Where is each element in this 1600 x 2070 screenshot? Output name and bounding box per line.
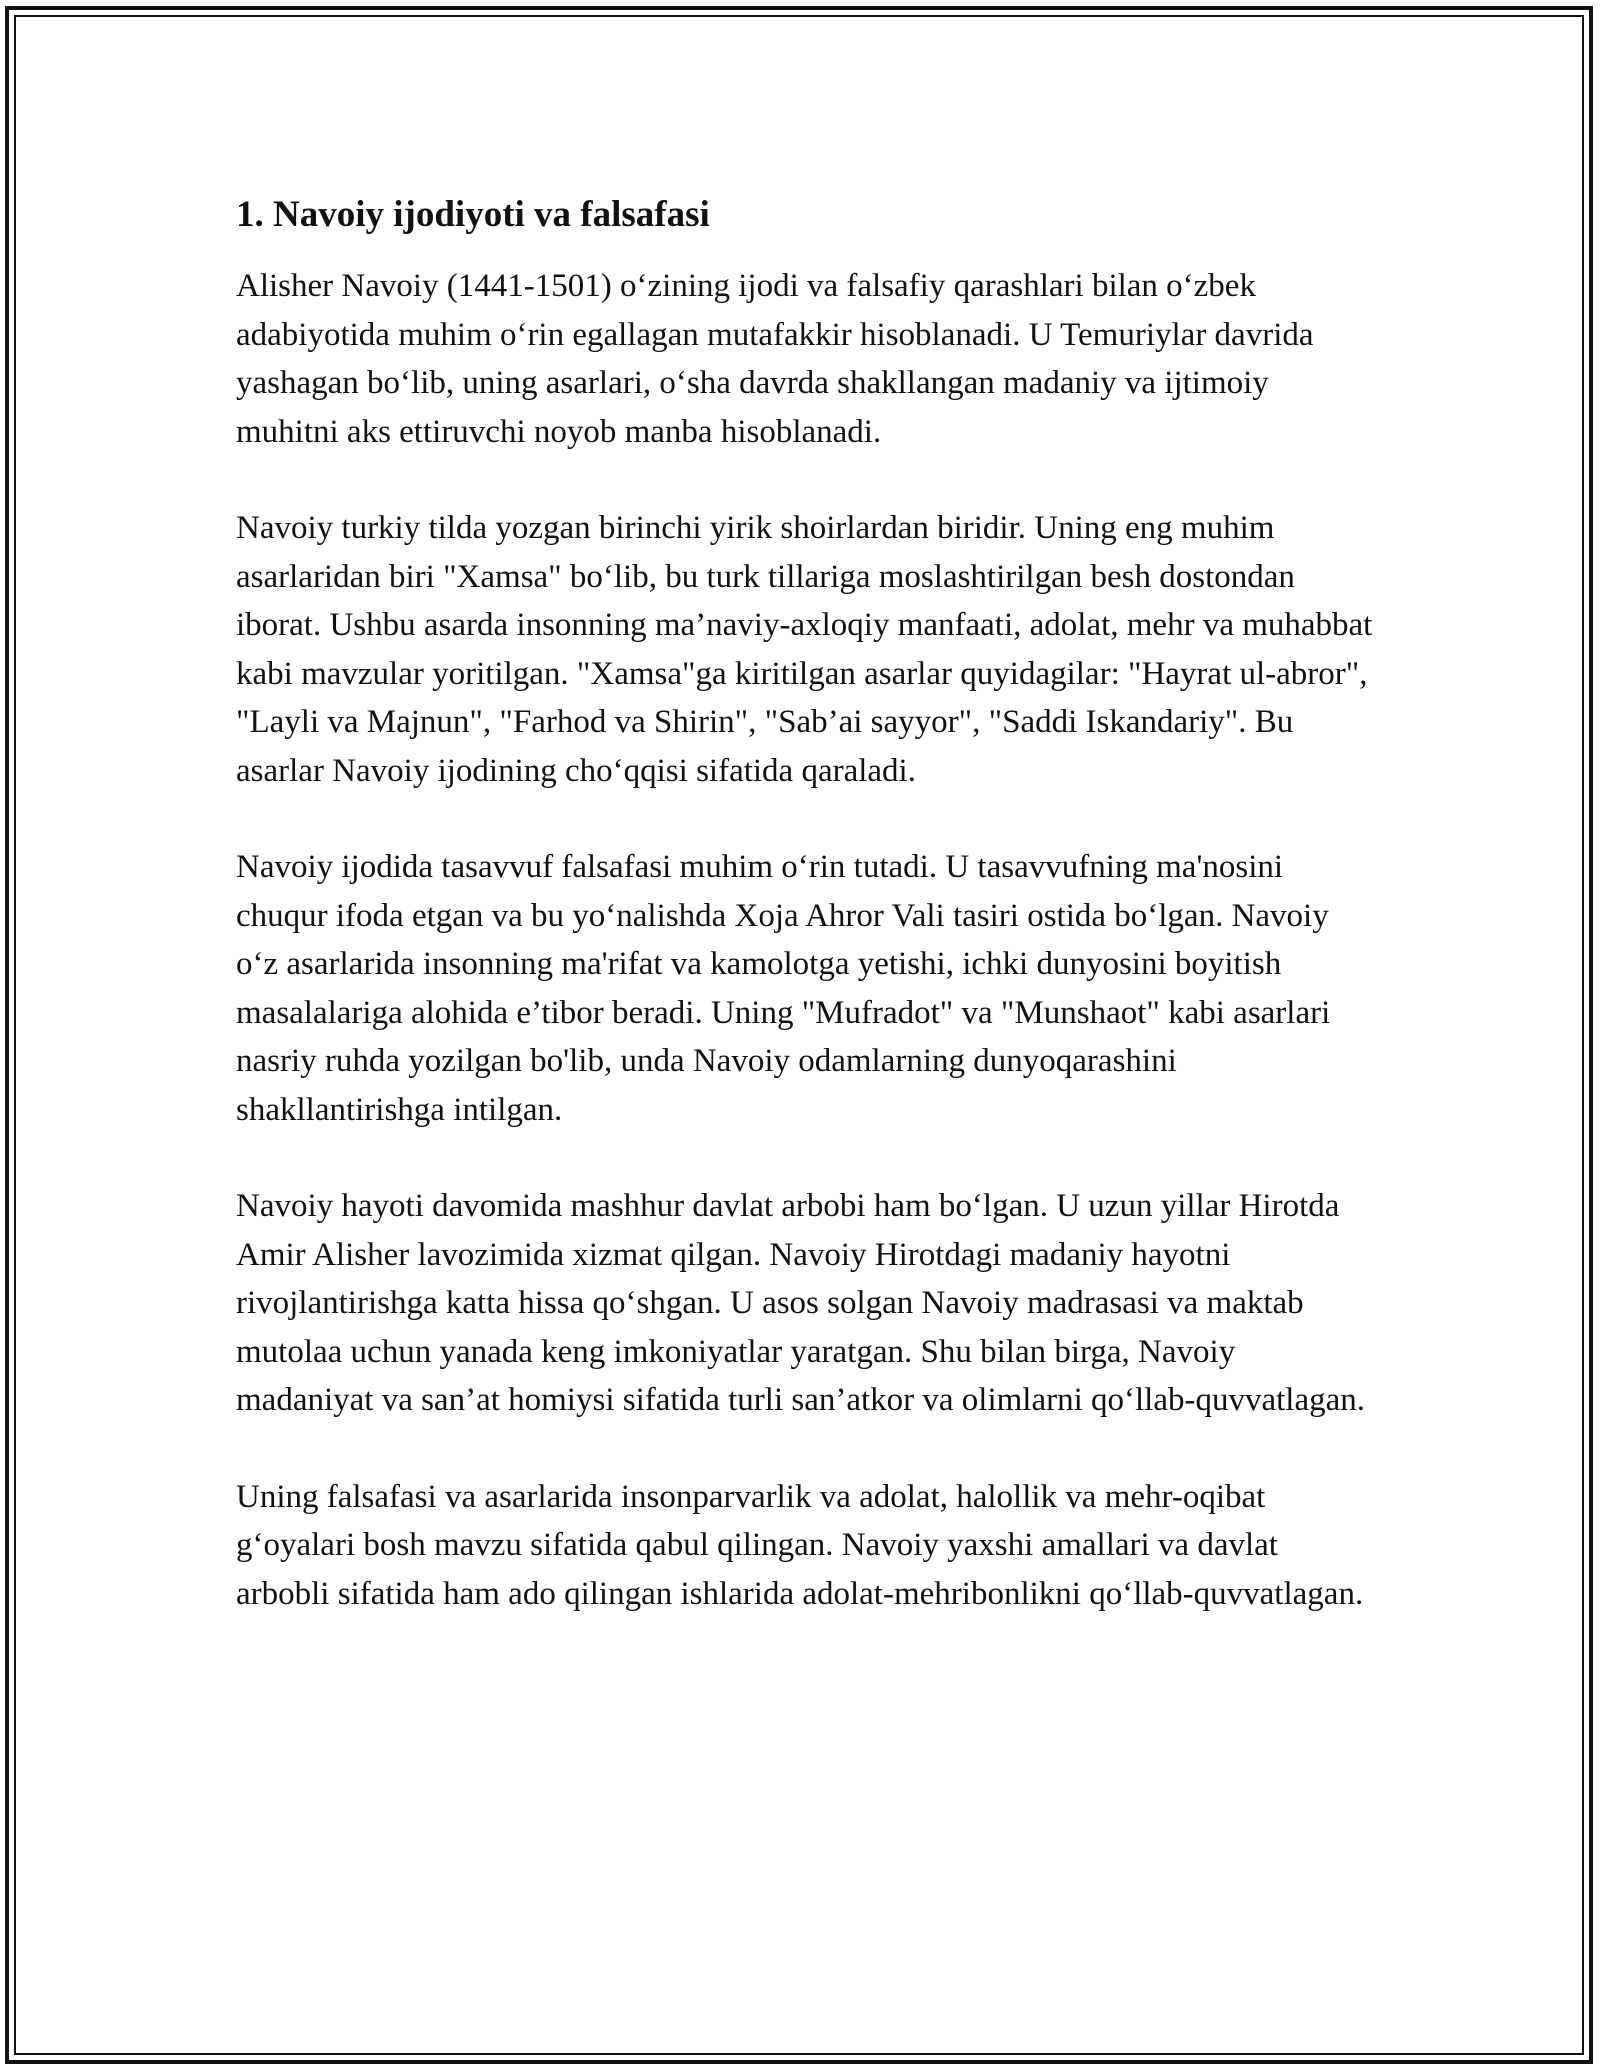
paragraph-philosophy: Uning falsafasi va asarlarida insonparvarlik va adolat, halollik va mehr-oqibat g‘oyalari bosh mavzu sifatida qabul qilingan. Navoiy yaxshi amallari va davlat arbobli sifatida ham ado qilingan ishlarida adolat-mehribonlikni qo‘llab-quvvatlagan. [236, 1478, 1364, 1612]
paragraph-intro: Alisher Navoiy (1441-1501) o‘zining ijodi va falsafiy qarashlari bilan o‘zbek adabiyotida muhim o‘rin egallagan mutafakkir hisoblanadi. U Temuriylar davrida yashagan bo‘lib, uning asarlari, o‘sha davrda shakllangan madaniy va ijtimoiy muhitni aks ettiruvchi noyob manba hisoblanadi. [236, 268, 1314, 450]
section-heading: 1. Navoiy ijodiyoti va falsafasi [236, 194, 710, 235]
paragraph-xamsa: Navoiy turkiy tilda yozgan birinchi yirik shoirlardan biridir. Uning eng muhim asarlaridan biri "Xamsa" bo‘lib, bu turk tillariga moslashtirilgan besh dostondan iborat. Ushbu asarda insonning ma’naviy-axloqiy manfaati, adolat, mehr va muhabbat kabi mavzular yoritilgan. "Xamsa"ga kiritilgan asarlar quyidagilar: "Hayrat ul-abror", "Layli va Majnun", "Farhod va Shirin", "Sab’ai sayyor", "Saddi Iskandariy". Bu asarlar Navoiy ijodining cho‘qqisi sifatida qaraladi. [236, 510, 1373, 789]
paragraph-statesman: Navoiy hayoti davomida mashhur davlat arbobi ham bo‘lgan. U uzun yillar Hirotda Amir Alisher lavozimida xizmat qilgan. Navoiy Hirotdagi madaniy hayotni rivojlantirishga katta hissa qo‘shgan. U asos solgan Navoiy madrasasi va maktab mutolaa uchun yanada keng imkoniyatlar yaratgan. Shu bilan birga, Navoiy madaniyat va san’at homiysi sifatida turli san’atkor va olimlarni qo‘llab-quvvatlagan. [236, 1188, 1366, 1418]
paragraph-tasavvuf: Navoiy ijodida tasavvuf falsafasi muhim o‘rin tutadi. U tasavvufning ma'nosini chuqur ifoda etgan va bu yo‘nalishda Xoja Ahror Vali tasiri ostida bo‘lgan. Navoiy o‘z asarlarida insonning ma'rifat va kamolotga yetishi, ichki dunyosini boyitish masalalariga alohida e’tibor beradi. Uning "Mufradot" va "Munshaot" kabi asarlari nasriy ruhda yozilgan bo'lib, unda Navoiy odamlarning dunyoqarashini shakllantirishga intilgan. [236, 849, 1331, 1128]
document-body [236, 190, 1376, 1666]
